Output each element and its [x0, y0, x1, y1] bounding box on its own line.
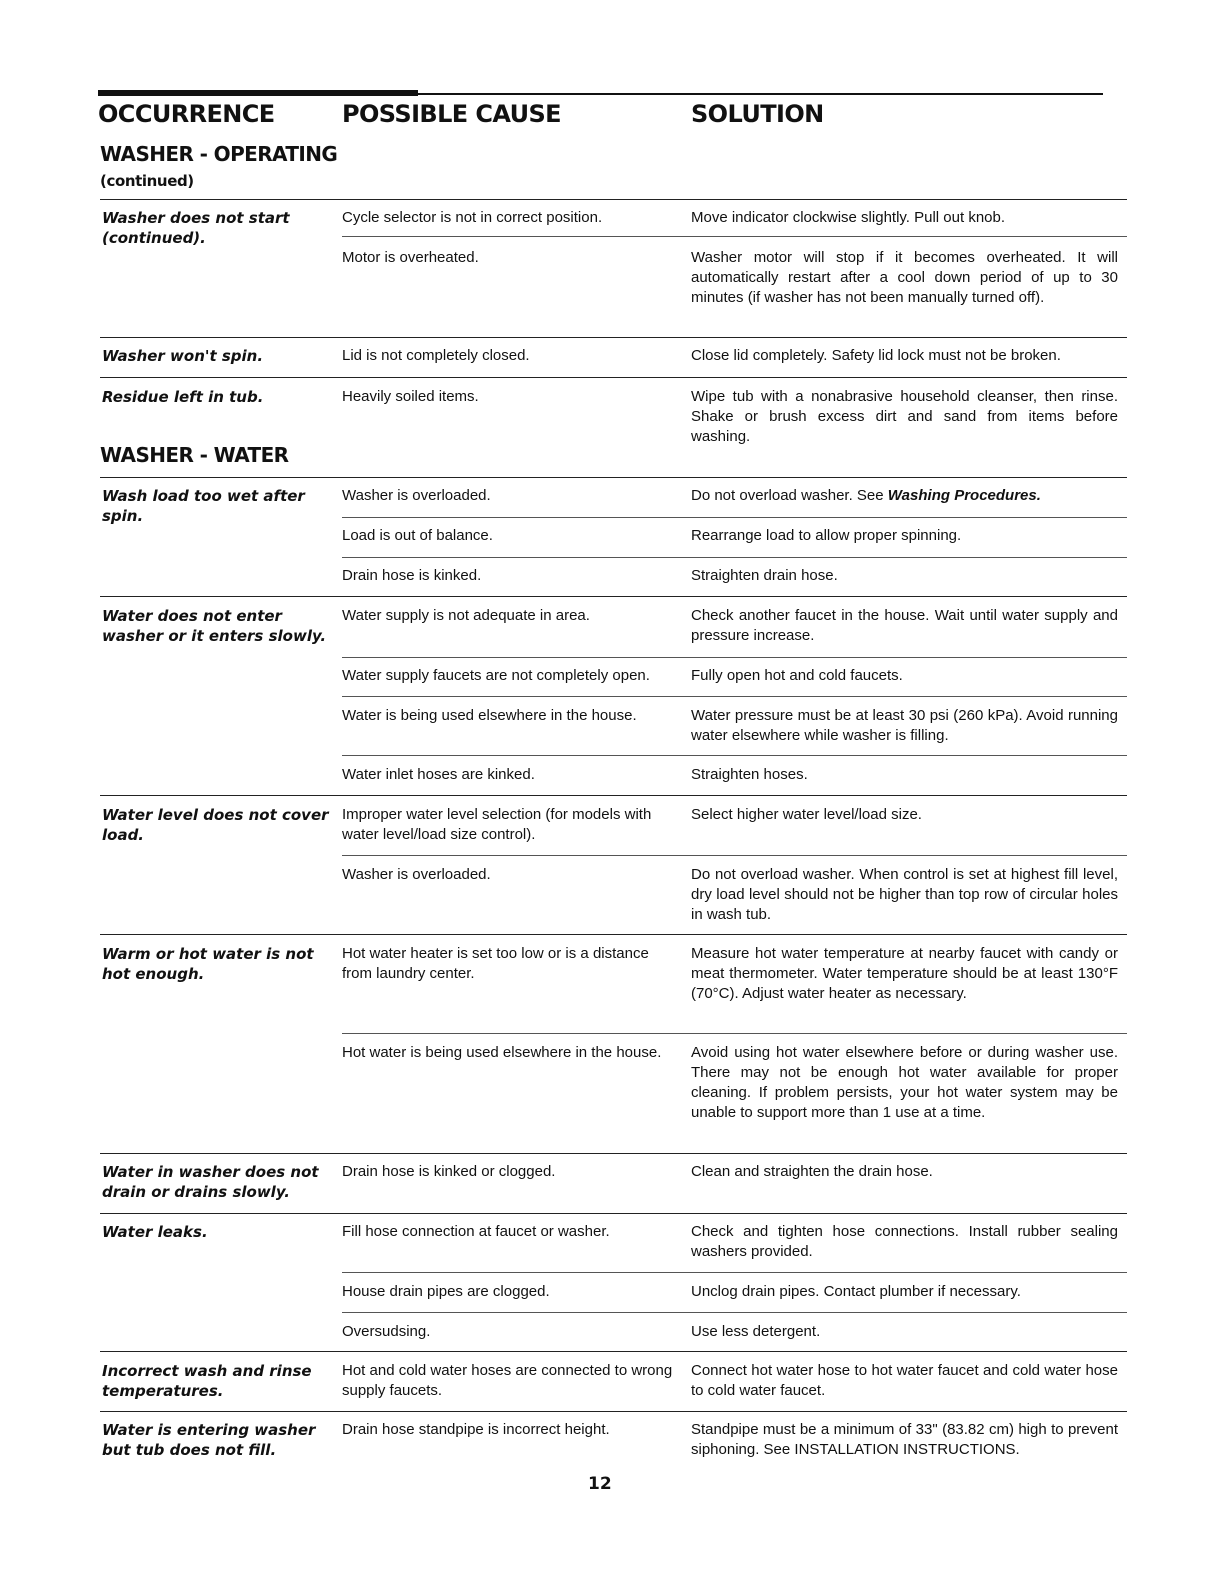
solution-text: Measure hot water temperature at nearby faucet with candy or meat thermometer. Water temperature should be at least 130°F (70°C). Adjust water heater as necessary.: [691, 945, 1118, 1002]
section-title-operating: WASHER - OPERATING: [100, 142, 338, 166]
occurrence-label: Incorrect wash and rinse temperatures.: [102, 1362, 312, 1400]
occurrence-label: Water is entering washer but tub does not fill.: [102, 1421, 316, 1459]
solution-text: Clean and straighten the drain hose.: [691, 1163, 933, 1180]
solution-text: Wipe tub with a nonabrasive household cleanser, then rinse. Shake or brush excess dirt and sand from items before washing.: [691, 388, 1118, 445]
solution-text: Connect hot water hose to hot water faucet and cold water hose to cold water faucet.: [691, 1362, 1118, 1399]
cause-text: Motor is overheated.: [342, 249, 479, 266]
solution-text: Standpipe must be a minimum of 33" (83.82 cm) high to prevent siphoning. See INSTALLATION INSTRUCTIONS.: [691, 1421, 1118, 1458]
cause-divider: [342, 1312, 1127, 1313]
cause-text: Hot and cold water hoses are connected to wrong supply faucets.: [342, 1362, 673, 1399]
row-rule: [100, 1351, 1127, 1352]
cause-divider: [342, 1272, 1127, 1273]
cause-divider: [342, 855, 1127, 856]
row-rule: [100, 596, 1127, 597]
row-rule: [100, 1153, 1127, 1154]
column-header-solution: SOLUTION: [691, 100, 824, 128]
cause-text: Washer is overloaded.: [342, 866, 491, 883]
column-header-occurrence: OCCURRENCE: [98, 100, 275, 128]
occurrence-label: Residue left in tub.: [102, 388, 264, 406]
cause-text: Drain hose standpipe is incorrect height.: [342, 1421, 610, 1438]
cause-divider: [342, 755, 1127, 756]
occurrence-label: Warm or hot water is not hot enough.: [102, 945, 314, 983]
cause-text: Drain hose is kinked.: [342, 567, 482, 584]
occurrence-label: Water does not enter washer or it enters slowly.: [102, 607, 327, 645]
row-rule: [100, 1213, 1127, 1214]
cause-divider: [342, 517, 1127, 518]
cause-divider: [342, 657, 1127, 658]
solution-text: Rearrange load to allow proper spinning.: [691, 527, 962, 544]
cause-text: Improper water level selection (for models with water level/load size control).: [342, 806, 652, 843]
cause-text: Oversudsing.: [342, 1323, 431, 1340]
row-rule: [100, 337, 1127, 338]
occurrence-label: Water in washer does not drain or drains slowly.: [102, 1163, 319, 1201]
cause-text: Water is being used elsewhere in the house.: [342, 707, 637, 724]
solution-text: Select higher water level/load size.: [691, 806, 922, 823]
cause-text: Drain hose is kinked or clogged.: [342, 1163, 556, 1180]
solution-text: Use less detergent.: [691, 1323, 821, 1340]
occurrence-label: Water leaks.: [102, 1223, 208, 1241]
solution-text: Straighten drain hose.: [691, 567, 838, 584]
solution-text-plain: Do not overload washer. See: [691, 487, 888, 504]
cause-text: Hot water heater is set too low or is a distance from laundry center.: [342, 945, 649, 982]
cause-text: Lid is not completely closed.: [342, 347, 530, 364]
solution-text: Check and tighten hose connections. Install rubber sealing washers provided.: [691, 1223, 1118, 1260]
occurrence-label: Washer won't spin.: [102, 347, 264, 365]
cause-divider: [342, 557, 1127, 558]
cause-divider: [342, 236, 1127, 237]
row-rule: [100, 795, 1127, 796]
cause-text: Load is out of balance.: [342, 527, 493, 544]
occurrence-label: Wash load too wet after spin.: [102, 487, 305, 525]
solution-text: Washer motor will stop if it becomes overheated. It will automatically restart after a cool down period of up to 30 minutes (if washer has not been manually turned off).: [691, 249, 1118, 306]
solution-text: [691, 486, 1118, 506]
solution-text: Fully open hot and cold faucets.: [691, 667, 903, 684]
header-bar-thin: [98, 93, 1103, 95]
section-title-water: WASHER - WATER: [100, 443, 289, 467]
occurrence-label: Water level does not cover load.: [102, 806, 329, 844]
cause-text: Hot water is being used elsewhere in the house.: [342, 1044, 662, 1061]
solution-text: Unclog drain pipes. Contact plumber if necessary.: [691, 1283, 1021, 1300]
washing-procedures-reference: Washing Procedures.: [887, 487, 1041, 504]
cause-divider: [342, 696, 1127, 697]
row-rule: [100, 199, 1127, 200]
cause-text: Water inlet hoses are kinked.: [342, 766, 535, 783]
section-subtitle-continued: (continued): [100, 172, 194, 190]
row-rule: [100, 377, 1127, 378]
solution-text: Avoid using hot water elsewhere before or during washer use. There may not be enough hot water available for proper cleaning. If problem persists, your hot water system may be unable to support more than 1 use at a time.: [691, 1044, 1118, 1121]
cause-text: Water supply faucets are not completely open.: [342, 667, 650, 684]
solution-text: Move indicator clockwise slightly. Pull out knob.: [691, 209, 1006, 226]
solution-text: Straighten hoses.: [691, 766, 808, 783]
row-rule: [100, 1411, 1127, 1412]
cause-text: Cycle selector is not in correct position.: [342, 209, 603, 226]
cause-text: House drain pipes are clogged.: [342, 1283, 550, 1300]
page-number: 12: [588, 1474, 612, 1494]
cause-divider: [342, 1033, 1127, 1034]
cause-text: Washer is overloaded.: [342, 487, 491, 504]
occurrence-label: Washer does not start (continued).: [102, 209, 290, 247]
cause-text: Heavily soiled items.: [342, 388, 479, 405]
cause-text: Water supply is not adequate in area.: [342, 607, 590, 624]
solution-text: Do not overload washer. When control is set at highest fill level, dry load level should not be higher than top row of circular holes in wash tub.: [691, 866, 1118, 923]
solution-text: Close lid completely. Safety lid lock must not be broken.: [691, 347, 1061, 364]
row-rule: [100, 477, 1127, 478]
column-header-cause: POSSIBLE CAUSE: [342, 100, 561, 128]
solution-text: Check another faucet in the house. Wait until water supply and pressure increase.: [691, 607, 1118, 644]
solution-text: Water pressure must be at least 30 psi (260 kPa). Avoid running water elsewhere while washer is filling.: [691, 707, 1118, 744]
cause-text: Fill hose connection at faucet or washer.: [342, 1223, 610, 1240]
row-rule: [100, 934, 1127, 935]
